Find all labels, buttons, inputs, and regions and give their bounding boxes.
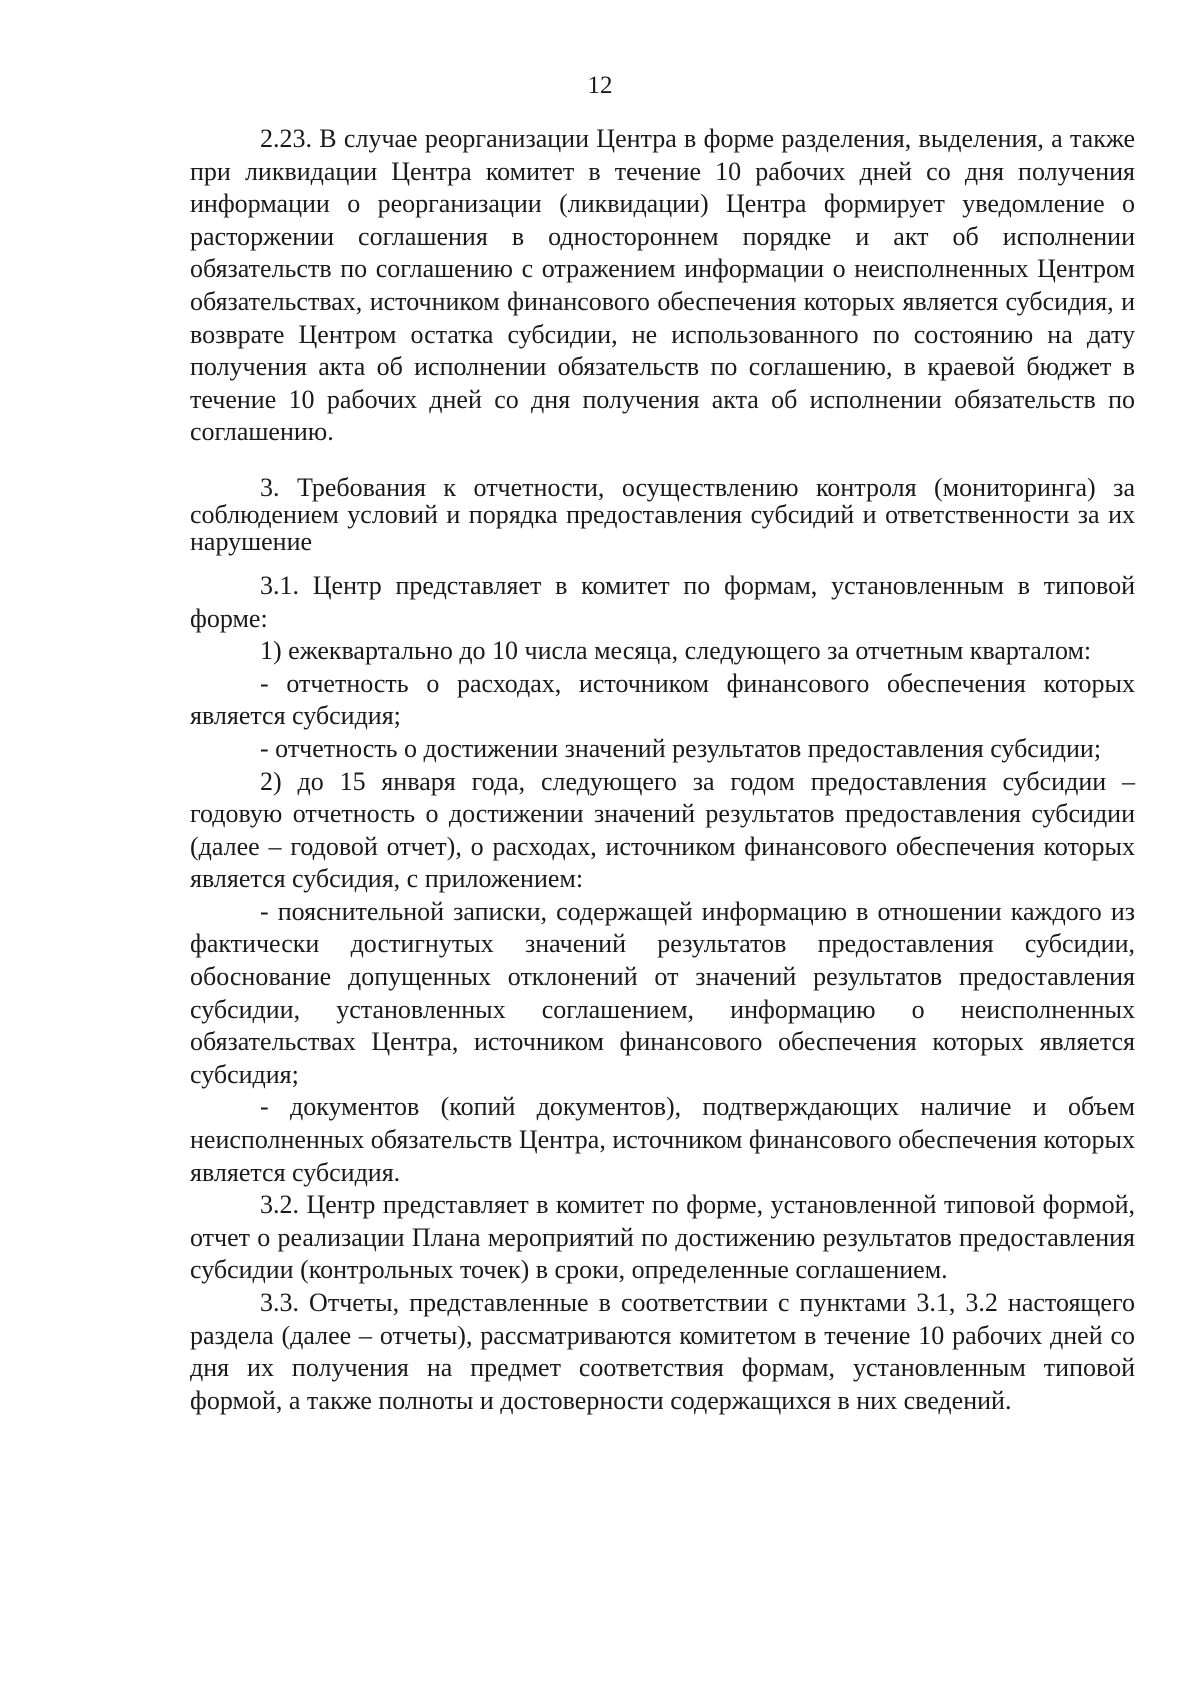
paragraph-3-1-item-2-dash-1: - пояснительной записки, содержащей информацию в отношении каждого из фактически достигнутых значений результатов предоставления субсидии, обоснование допущенных отклонений от значений результатов предоставления субсидии, установленных соглашением, информацию о неисполненных обязательствах Центра, источником финансового обеспечения которых является субсидия;: [190, 896, 1135, 1089]
paragraph-2-23: 2.23. В случае реорганизации Центра в форме разделения, выделения, а также при ликвидации Центра комитет в течение 10 рабочих дней со дня получения информации о реорганизации (ликвидации) Центра формирует уведомление о расторжении соглашения в одностороннем порядке и акт об исполнении обязательств по соглашению с отражением информации о неисполненных Центром обязательствах, источником финансового обеспечения которых является субсидия, и возврате Центром остатка субсидии, не использованного по состоянию на дату получения акта об исполнении обязательств по соглашению, в краевой бюджет в течение 10 рабочих дней со дня получения акта об исполнении обязательств по соглашению.: [190, 124, 1135, 447]
paragraph-3-1-item-1-dash-2: - отчетность о достижении значений результатов предоставления субсидии;: [260, 733, 1102, 763]
paragraph-3-1-item-1: 1) ежеквартально до 10 числа месяца, следующего за отчетным кварталом:: [260, 636, 1092, 666]
paragraph-3-1-item-1-dash-1: - отчетность о расходах, источником финансового обеспечения которых является субсидия;: [190, 668, 1135, 731]
paragraph-3-2: 3.2. Центр представляет в комитет по форме, установленной типовой формой, отчет о реализации Плана мероприятий по достижению результатов предоставления субсидии (контрольных точек) в сроки, определенные соглашением.: [190, 1190, 1135, 1285]
section-3-heading: 3. Требования к отчетности, осуществлению контроля (мониторинга) за соблюдением условий и порядка предоставления субсидий и ответственности за их нарушение: [190, 472, 1135, 556]
page-number: 12: [587, 72, 613, 99]
paragraph-3-1: 3.1. Центр представляет в комитет по формам, установленным в типовой форме:: [190, 570, 1135, 633]
paragraph-3-3: 3.3. Отчеты, представленные в соответствии с пунктами 3.1, 3.2 настоящего раздела (далее – отчеты), рассматриваются комитетом в течение 10 рабочих дней со дня их получения на предмет соответствия формам, установленным типовой формой, а также полноты и достоверности содержащихся в них сведений.: [190, 1288, 1135, 1415]
paragraph-3-1-item-2: 2) до 15 января года, следующего за годом предоставления субсидии – годовую отчетность о достижении значений результатов предоставления субсидии (далее – годовой отчет), о расходах, источником финансового обеспечения которых является субсидия, с приложением:: [190, 766, 1135, 894]
paragraph-3-1-item-2-dash-2: - документов (копий документов), подтверждающих наличие и объем неисполненных обязательств Центра, источником финансового обеспечения которых является субсидия.: [190, 1092, 1135, 1187]
document-body: [190, 123, 1135, 1417]
